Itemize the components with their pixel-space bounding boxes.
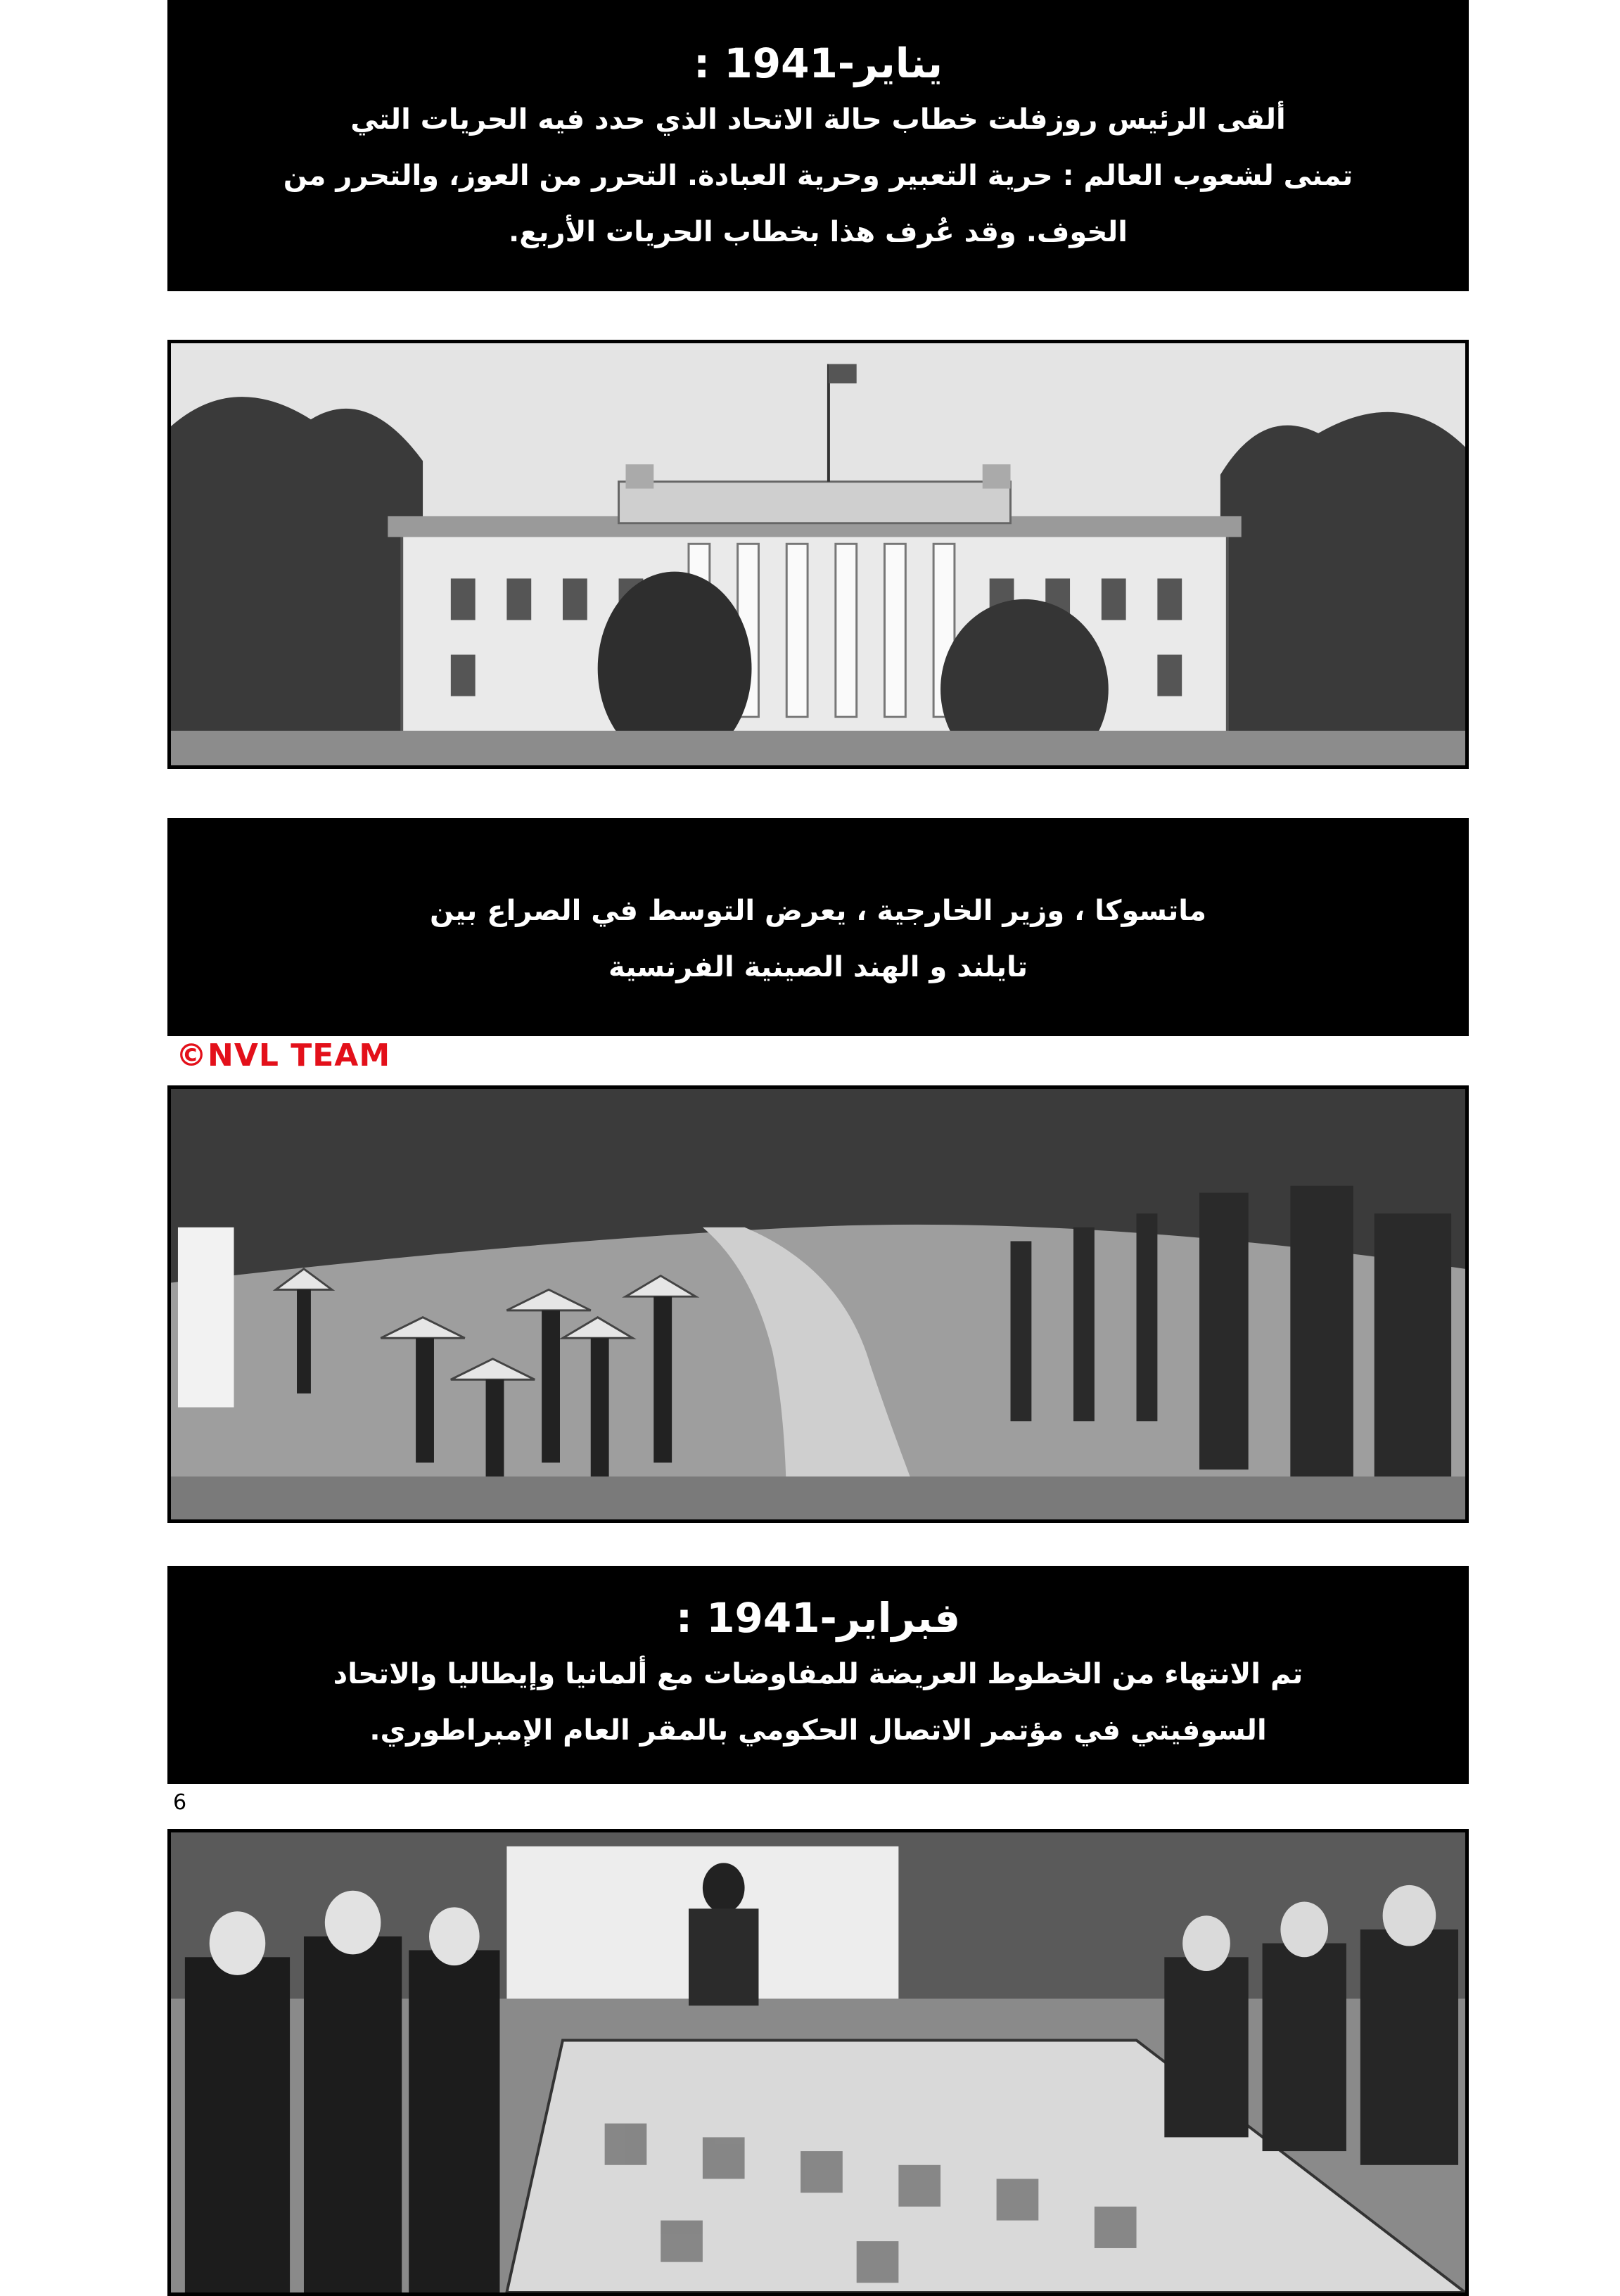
caption-line: تمنى لشعوب العالم : حرية التعبير وحرية العبادة. التحرر من العوز، والتحرر من: [283, 160, 1353, 192]
caption-box-matsuoka: [167, 818, 1469, 1036]
photo-white-house: [167, 340, 1469, 769]
photo-imperial-conference: [167, 1829, 1469, 2296]
troops-illustration: [171, 1089, 1465, 1519]
caption-line: ماتسوكا ، وزير الخارجية ، يعرض التوسط في الصراع بين: [429, 895, 1207, 927]
caption-line: الخوف. وقد عُرف هذا بخطاب الحريات الأربع.: [509, 216, 1128, 248]
white-house-illustration: [171, 343, 1465, 765]
caption-line: السوفيتي في مؤتمر الاتصال الحكومي بالمقر العام الإمبراطوري.: [369, 1714, 1267, 1747]
caption-heading-january: يناير-1941 :: [694, 39, 943, 87]
photo-troops-march: [167, 1085, 1469, 1523]
caption-line: تم الانتهاء من الخطوط العريضة للمفاوضات مع ألمانيا وإيطاليا والاتحاد: [333, 1658, 1303, 1690]
conference-illustration: [171, 1832, 1465, 2292]
caption-box-january: [167, 0, 1469, 291]
caption-line: تايلند و الهند الصينية الفرنسية: [608, 951, 1028, 983]
watermark-nvl-team: ©NVL TEAM: [176, 1038, 391, 1073]
caption-line: ألقى الرئيس روزفلت خطاب حالة الاتحاد الذي حدد فيه الحريات التي: [350, 103, 1286, 136]
caption-heading-february: فبراير-1941 :: [675, 1594, 961, 1642]
caption-box-february: [167, 1566, 1469, 1784]
page-number: 6: [173, 1790, 187, 1815]
